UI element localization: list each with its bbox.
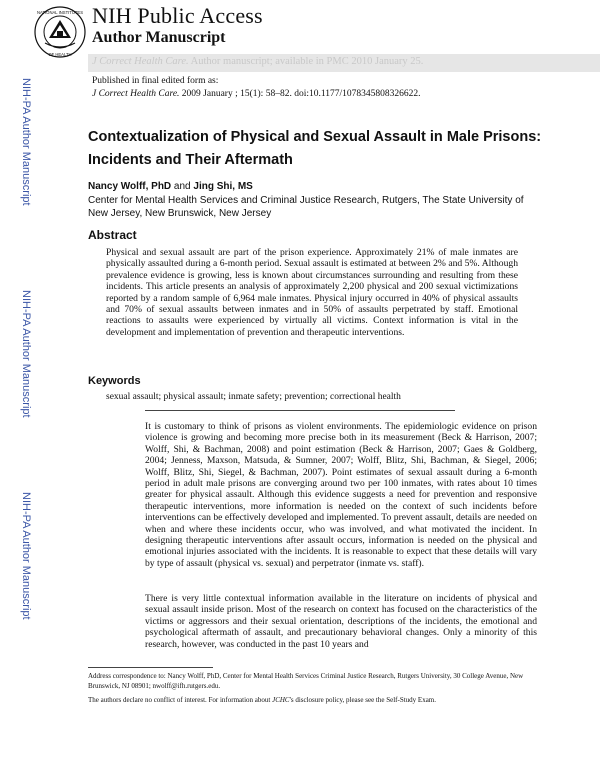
author-conjunction: and <box>171 181 194 192</box>
footnote-rule <box>88 667 213 668</box>
keywords-text: sexual assault; physical assault; inmate safety; prevention; correctional health <box>106 392 401 402</box>
author-2: Jing Shi, MS <box>193 181 253 192</box>
published-label: Published in final edited form as: <box>92 76 219 86</box>
abstract-heading: Abstract <box>88 228 137 242</box>
conflict-text-after: 's disclosure policy, please see the Self-Study Exam. <box>289 696 437 704</box>
conflict-text-before: The authors declare no conflict of interest. For information about <box>88 696 273 704</box>
svg-text:OF HEALTH: OF HEALTH <box>48 52 72 57</box>
nih-public-access-title: NIH Public Access <box>92 3 263 28</box>
manuscript-banner-text <box>92 56 423 67</box>
author-line <box>88 181 253 192</box>
abstract-text: Physical and sexual assault are part of the prison experience. Approximately 21% of male inmates are physically assaulted during a 6-month period. Sexual assault is estimated at between 2% and 5%. Although prevalence evidence is growing, less is known about circumstances surrounding and resulting from these incidents. This article presents an analysis of approximately 2,200 physical and 200 sexual victimizations reported by a random sample of 6,964 male inmates. Physical injury occurred in 40% of physical assaults and 70% of sexual assaults between inmates and in 50% of assaults perpetrated by staff. Emotional reactions to assaults were experienced by virtually all victims. Context information is vital in the development and implementation of prevention and therapeutic interventions. <box>106 247 518 338</box>
citation <box>92 89 421 99</box>
article-title: Contextualization of Physical and Sexual Assault in Male Prisons: Incidents and Their Aftermath <box>88 129 542 168</box>
footnote-conflict <box>88 696 548 706</box>
section-divider <box>145 410 455 411</box>
keywords-heading: Keywords <box>88 375 141 387</box>
citation-journal: J Correct Health Care. <box>92 89 180 99</box>
footnote-correspondence: Address correspondence to: Nancy Wolff, PhD, Center for Mental Health Services Criminal Justice Research, Rutgers University, 30 College Avenue, New Brunswick, NJ 08901; nwolff@ifh.rutgers.edu. <box>88 672 524 690</box>
nih-logo <box>33 5 87 59</box>
banner-note: Author manuscript; available in PMC 2010 January 25. <box>188 56 424 67</box>
body-paragraph-2: There is very little contextual information available in the literature on incidents of physical and sexual assault inside prison. Most of the research on context has focused on the characteristics of the victims or aggressors and their sexual orientation, descriptions of the incidents, the emotional and psychological aftermath of assault, and precautionary behavioral changes. Only a minority of this research, however, was conducted in the past 10 years and <box>145 593 537 650</box>
citation-details: 2009 January ; 15(1): 58–82. doi:10.1177/1078345808326622. <box>179 89 421 99</box>
conflict-journal: JCHC <box>272 696 290 704</box>
author-manuscript-title: Author Manuscript <box>92 29 226 46</box>
affiliation: Center for Mental Health Services and Criminal Justice Research, Rutgers, The State University of New Jersey, New Brunswick, New Jersey <box>88 195 524 219</box>
banner-journal: J Correct Health Care. <box>92 56 189 67</box>
side-label-1: NIH-PA Author Manuscript <box>20 78 32 206</box>
author-1: Nancy Wolff, PhD <box>88 181 172 192</box>
side-label-3: NIH-PA Author Manuscript <box>20 492 32 620</box>
side-label-2: NIH-PA Author Manuscript <box>20 290 32 418</box>
svg-text:NATIONAL INSTITUTES: NATIONAL INSTITUTES <box>36 10 84 15</box>
body-paragraph-1: It is customary to think of prisons as violent environments. The epidemiologic evidence on prison violence is growing and becoming more precise both in its measurement (Beck & Harrison, 2007; Wolff, Shi, & Bachman, 2008) and point estimation (Beck & Harrison, 2007; Gaes & Goldberg, 2004; Jenness, Maxson, Matsuda, & Sumner, 2007; Wolff, Blitz, Shi, Bachman, & Siegel, 2006; Wolff, Blitz, Shi, Siegel, & Bachman, 2007). Point estimates of sexual assault during a 6-month period in adult male prisons are converging around two per 100 inmates, with rates about 10 times greater for physical assault. Although this evidence suggests a need for prevention and responsive therapeutic interventions, more information is needed on the context of such incidents before interventions can be effectively developed and implemented. To prevent assault, details are needed on when and where these incidents occur, who was involved, and what motivated the incident. In designing therapeutic interventions after assault occurs, information is needed on the physical and emotional injuries associated with the incidents. It is reasonable to expect that these details will vary by type of assault (physical vs. sexual) and perpetrator (inmate vs. staff). <box>145 421 537 569</box>
nih-seal-icon <box>33 5 87 59</box>
